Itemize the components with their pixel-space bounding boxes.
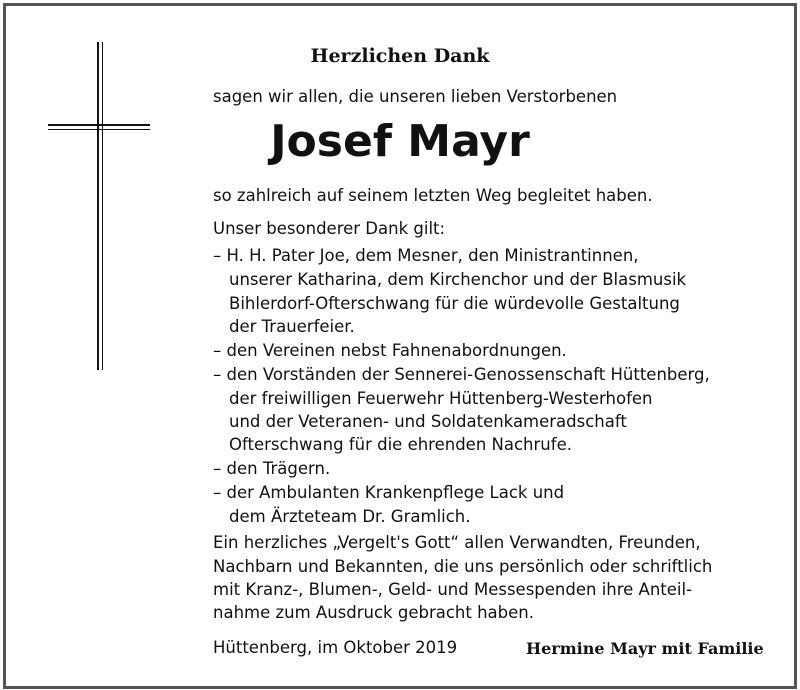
closing-line: Ein herzliches „Vergelt's Gott“ allen Verwandten, Freunden, — [213, 533, 701, 552]
list-item-cont: Bihlerdorf-Ofterschwang für die würdevolle Gestaltung — [229, 294, 680, 313]
list-item-cont: und der Veteranen- und Soldatenkameradschaft — [229, 412, 627, 431]
list-item: – der Ambulanten Krankenpflege Lack und — [213, 483, 565, 502]
list-item: – H. H. Pater Joe, dem Mesner, den Ministrantinnen, — [213, 246, 639, 265]
list-item-cont: unserer Katharina, dem Kirchenchor und der Blasmusik — [229, 270, 687, 289]
list-item: – den Vorständen der Sennerei-Genossenschaft Hüttenberg, — [213, 365, 710, 384]
place-date: Hüttenberg, im Oktober 2019 — [213, 638, 458, 657]
list-item-cont: Ofterschwang für die ehrenden Nachrufe. — [229, 435, 572, 454]
list-item-cont: der freiwilligen Feuerwehr Hüttenberg-Westerhofen — [229, 389, 653, 408]
signature: Hermine Mayr mit Familie — [526, 639, 764, 658]
deceased-name: Josef Mayr — [270, 116, 530, 167]
after-name-line: so zahlreich auf seinem letzten Weg begleitet haben. — [213, 186, 653, 205]
intro-line: sagen wir allen, die unseren lieben Verstorbenen — [213, 87, 618, 106]
thanks-intro: Unser besonderer Dank gilt: — [213, 219, 446, 238]
list-item-cont: dem Ärzteteam Dr. Gramlich. — [229, 507, 471, 526]
heading: Herzlichen Dank — [310, 45, 490, 67]
closing-line: nahme zum Ausdruck gebracht haben. — [213, 603, 534, 622]
list-item: – den Trägern. — [213, 459, 331, 478]
closing-line: Nachbarn und Bekannten, die uns persönlich oder schriftlich — [213, 557, 713, 576]
list-item-cont: der Trauerfeier. — [229, 317, 355, 336]
list-item: – den Vereinen nebst Fahnenabordnungen. — [213, 341, 567, 360]
closing-line: mit Kranz-, Blumen-, Geld- und Messespenden ihre Anteil- — [213, 580, 693, 599]
